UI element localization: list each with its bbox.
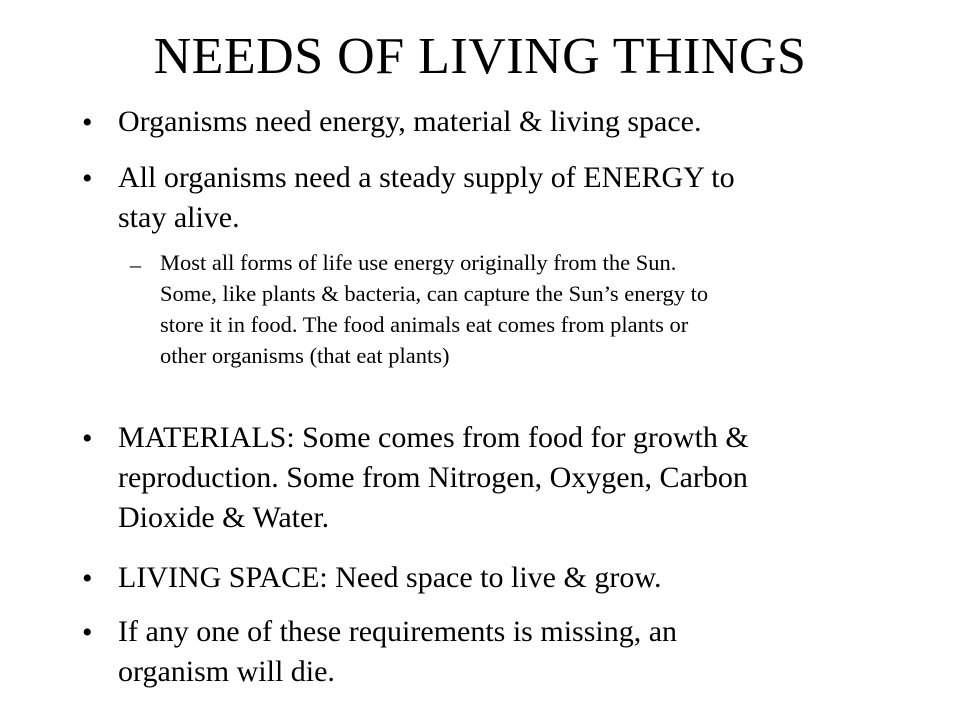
bullet-line: All organisms need a steady supply of ENERGY to [118,161,735,194]
bullet-marker: • [82,106,93,139]
bullet-text-energy-material-space [118,102,938,142]
bullet-line: Organisms need energy, material & living space. [118,105,702,138]
bullet-line: organism will die. [118,655,335,688]
sub-bullet-line: other organisms (that eat plants) [160,343,450,368]
bullet-line: Dioxide & Water. [118,501,330,534]
sub-bullet-marker: – [130,252,141,277]
sub-bullet-text-sun-energy [160,247,950,371]
bullet-line: If any one of these requirements is missing, an [118,615,678,648]
bullet-text-energy [118,158,938,238]
slide-title: NEEDS OF LIVING THINGS [153,28,807,85]
bullet-line: LIVING SPACE: Need space to live & grow. [118,561,662,594]
sub-bullet-line: Most all forms of life use energy originally from the Sun. [160,250,677,275]
bullet-line: reproduction. Some from Nitrogen, Oxygen, Carbon [118,461,748,494]
bullet-line: stay alive. [118,201,240,234]
bullet-marker: • [82,162,93,195]
sub-bullet-line: store it in food. The food animals eat comes from plants or [160,312,689,337]
bullet-marker: • [82,562,93,595]
bullet-line: MATERIALS: Some comes from food for growth & [118,421,749,454]
bullet-marker: • [82,422,93,455]
bullet-text-materials [118,418,938,538]
sub-bullet-line: Some, like plants & bacteria, can capture the Sun’s energy to [160,281,709,306]
bullet-text-living-space [118,558,938,598]
bullet-marker: • [82,616,93,649]
bullet-text-requirements-missing [118,612,938,692]
